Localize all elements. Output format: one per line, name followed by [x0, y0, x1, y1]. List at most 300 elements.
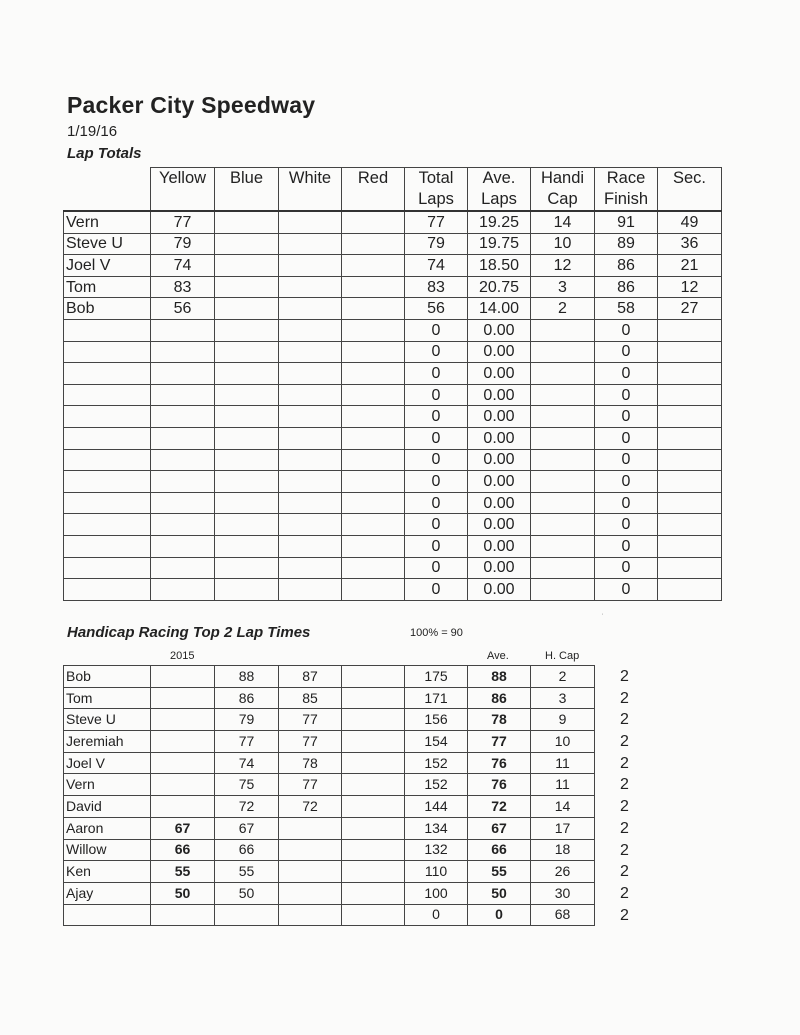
table-cell — [215, 904, 279, 926]
table-cell: 0.00 — [468, 319, 531, 341]
table-cell: 83 — [151, 276, 215, 298]
table-cell — [342, 384, 405, 406]
table-cell — [342, 796, 405, 818]
table-cell — [279, 406, 342, 428]
table-cell — [342, 298, 405, 320]
table-cell — [342, 774, 405, 796]
table-cell — [151, 535, 215, 557]
table-cell — [342, 492, 405, 514]
driver-name-cell: Tom — [64, 276, 151, 298]
table-row — [64, 535, 722, 557]
table-cell — [215, 449, 279, 471]
table-cell: 18 — [531, 839, 595, 861]
table-cell: 55 — [151, 861, 215, 883]
table-row — [64, 687, 595, 709]
table-cell: 0.00 — [468, 363, 531, 385]
table-cell: 89 — [595, 233, 658, 255]
table-cell — [279, 363, 342, 385]
table-cell: 110 — [405, 861, 468, 883]
table-cell: 86 — [468, 687, 531, 709]
table-cell: 76 — [468, 774, 531, 796]
driver-name-cell — [64, 319, 151, 341]
table-cell — [531, 384, 595, 406]
table-cell — [531, 579, 595, 601]
table-cell — [151, 471, 215, 493]
table-cell: 0 — [595, 384, 658, 406]
table-cell: 3 — [531, 276, 595, 298]
table-cell: 156 — [405, 709, 468, 731]
driver-name-cell — [64, 904, 151, 926]
table-cell: 21 — [658, 255, 722, 277]
table-cell — [215, 492, 279, 514]
table-cell — [279, 882, 342, 904]
table-cell: 0 — [595, 557, 658, 579]
driver-name-cell — [64, 449, 151, 471]
table-cell — [215, 384, 279, 406]
table-cell: 77 — [279, 731, 342, 753]
table-cell — [215, 298, 279, 320]
table-cell: 0.00 — [468, 492, 531, 514]
scan-mark: ' — [602, 614, 604, 620]
driver-name-cell — [64, 514, 151, 536]
table-cell — [342, 341, 405, 363]
table-cell: 0 — [405, 579, 468, 601]
table-cell: 0 — [468, 904, 531, 926]
driver-name-cell: Vern — [64, 774, 151, 796]
table-cell — [151, 557, 215, 579]
table-cell: 0 — [405, 406, 468, 428]
table-cell: 0.00 — [468, 406, 531, 428]
table-cell: 79 — [405, 233, 468, 255]
handicap-table — [63, 665, 595, 926]
table-row — [64, 427, 722, 449]
driver-name-cell: Tom — [64, 687, 151, 709]
table-row — [64, 406, 722, 428]
table-cell: 67 — [215, 817, 279, 839]
table-cell — [531, 406, 595, 428]
table-cell: 132 — [405, 839, 468, 861]
table-cell: 0 — [405, 471, 468, 493]
handicap-heading: Handicap Racing Top 2 Lap Times — [67, 624, 311, 641]
table-cell — [531, 557, 595, 579]
label-2015: 2015 — [170, 650, 195, 662]
table-cell — [531, 319, 595, 341]
column-header: Blue — [215, 168, 279, 212]
table-cell: 0 — [595, 449, 658, 471]
table-cell — [342, 449, 405, 471]
table-cell: 14.00 — [468, 298, 531, 320]
label-hcap: H. Cap — [545, 650, 580, 662]
table-cell — [658, 319, 722, 341]
table-cell: 50 — [468, 882, 531, 904]
table-cell: 77 — [279, 709, 342, 731]
table-row — [64, 666, 595, 688]
table-cell — [342, 319, 405, 341]
table-cell: 19.25 — [468, 211, 531, 233]
table-cell: 79 — [215, 709, 279, 731]
driver-name-cell: Aaron — [64, 817, 151, 839]
table-cell: 58 — [595, 298, 658, 320]
table-cell: 77 — [151, 211, 215, 233]
table-row — [64, 255, 722, 277]
driver-name-cell — [64, 363, 151, 385]
table-cell: 10 — [531, 731, 595, 753]
table-cell — [531, 427, 595, 449]
percent-note: 100% = 90 — [410, 627, 463, 639]
table-cell: 36 — [658, 233, 722, 255]
table-cell — [151, 449, 215, 471]
table-row — [64, 709, 595, 731]
table-cell — [279, 514, 342, 536]
table-cell: 74 — [405, 255, 468, 277]
table-row — [64, 233, 722, 255]
label-ave: Ave. — [487, 650, 509, 662]
driver-name-cell — [64, 406, 151, 428]
table-cell: 17 — [531, 817, 595, 839]
table-cell: 10 — [531, 233, 595, 255]
table-cell — [279, 817, 342, 839]
table-row — [64, 471, 722, 493]
table-cell: 171 — [405, 687, 468, 709]
table-row — [64, 557, 722, 579]
table-cell — [658, 471, 722, 493]
table-cell: 55 — [468, 861, 531, 883]
table-cell: 86 — [595, 276, 658, 298]
column-header: Red — [342, 168, 405, 212]
lap-totals-table — [63, 167, 722, 601]
table-cell — [531, 449, 595, 471]
driver-name-cell: Ajay — [64, 882, 151, 904]
table-cell — [215, 514, 279, 536]
table-cell: 78 — [468, 709, 531, 731]
table-cell: 75 — [215, 774, 279, 796]
table-cell — [279, 839, 342, 861]
table-row — [64, 752, 595, 774]
table-cell: 12 — [531, 255, 595, 277]
table-row — [64, 774, 595, 796]
table-cell — [531, 471, 595, 493]
table-cell — [151, 687, 215, 709]
table-cell: 0 — [405, 492, 468, 514]
table-cell — [279, 427, 342, 449]
table-cell: 144 — [405, 796, 468, 818]
side-values-column — [620, 666, 640, 926]
table-cell — [151, 384, 215, 406]
table-cell: 66 — [468, 839, 531, 861]
table-cell: 56 — [151, 298, 215, 320]
table-cell — [215, 406, 279, 428]
table-cell: 72 — [279, 796, 342, 818]
table-row — [64, 796, 595, 818]
table-cell — [342, 276, 405, 298]
side-value: 2 — [620, 798, 629, 816]
driver-name-cell — [64, 384, 151, 406]
table-cell — [151, 363, 215, 385]
table-cell — [151, 666, 215, 688]
table-cell — [215, 255, 279, 277]
table-cell — [531, 535, 595, 557]
table-row — [64, 817, 595, 839]
table-cell: 18.50 — [468, 255, 531, 277]
table-cell: 11 — [531, 774, 595, 796]
table-cell: 14 — [531, 796, 595, 818]
table-cell: 100 — [405, 882, 468, 904]
table-cell — [658, 427, 722, 449]
driver-name-cell: Vern — [64, 211, 151, 233]
table-cell: 56 — [405, 298, 468, 320]
driver-name-cell — [64, 579, 151, 601]
table-cell — [279, 471, 342, 493]
table-cell: 12 — [658, 276, 722, 298]
table-cell: 85 — [279, 687, 342, 709]
table-cell: 3 — [531, 687, 595, 709]
column-header: Total Laps — [405, 168, 468, 212]
table-row — [64, 882, 595, 904]
driver-name-cell: Steve U — [64, 709, 151, 731]
table-cell — [658, 579, 722, 601]
table-cell: 72 — [468, 796, 531, 818]
table-cell — [279, 492, 342, 514]
table-cell: 14 — [531, 211, 595, 233]
driver-name-cell: Ken — [64, 861, 151, 883]
column-header — [64, 168, 151, 212]
driver-name-cell: Bob — [64, 298, 151, 320]
table-cell — [342, 427, 405, 449]
table-cell: 67 — [468, 817, 531, 839]
table-cell: 77 — [215, 731, 279, 753]
column-header: Ave. Laps — [468, 168, 531, 212]
table-cell: 0 — [595, 406, 658, 428]
driver-name-cell — [64, 427, 151, 449]
table-cell: 175 — [405, 666, 468, 688]
side-value: 2 — [620, 668, 629, 685]
table-cell — [531, 363, 595, 385]
table-row — [64, 211, 722, 233]
table-cell — [342, 882, 405, 904]
side-value: 2 — [620, 733, 629, 751]
table-row — [64, 384, 722, 406]
table-row — [64, 298, 722, 320]
table-cell — [151, 579, 215, 601]
side-value: 2 — [620, 884, 629, 902]
driver-name-cell: Steve U — [64, 233, 151, 255]
table-cell: 0.00 — [468, 535, 531, 557]
table-row — [64, 861, 595, 883]
table-cell — [279, 341, 342, 363]
table-cell — [215, 341, 279, 363]
table-cell — [658, 557, 722, 579]
table-cell: 19.75 — [468, 233, 531, 255]
table-cell — [342, 363, 405, 385]
table-cell: 86 — [595, 255, 658, 277]
table-cell — [151, 709, 215, 731]
table-cell: 49 — [658, 211, 722, 233]
table-cell — [279, 233, 342, 255]
side-value: 2 — [620, 689, 629, 707]
table-cell — [342, 839, 405, 861]
table-cell — [151, 514, 215, 536]
driver-name-cell: Willow — [64, 839, 151, 861]
table-cell: 87 — [279, 666, 342, 688]
table-cell: 0 — [405, 514, 468, 536]
table-cell: 0.00 — [468, 341, 531, 363]
table-cell — [151, 492, 215, 514]
table-cell — [342, 406, 405, 428]
table-cell: 0 — [405, 363, 468, 385]
table-cell: 88 — [468, 666, 531, 688]
date: 1/19/16 — [67, 123, 118, 140]
table-cell: 0 — [405, 535, 468, 557]
table-cell: 30 — [531, 882, 595, 904]
table-cell — [215, 319, 279, 341]
table-cell: 77 — [279, 774, 342, 796]
page-title: Packer City Speedway — [67, 92, 316, 118]
table-cell: 0 — [405, 341, 468, 363]
table-cell: 66 — [215, 839, 279, 861]
side-value: 2 — [620, 776, 629, 794]
column-header: Yellow — [151, 168, 215, 212]
table-cell: 0 — [595, 535, 658, 557]
table-cell — [342, 514, 405, 536]
table-cell — [279, 298, 342, 320]
table-cell — [658, 535, 722, 557]
table-cell: 55 — [215, 861, 279, 883]
table-cell: 0.00 — [468, 384, 531, 406]
table-cell: 0.00 — [468, 514, 531, 536]
table-cell — [215, 535, 279, 557]
table-row — [64, 492, 722, 514]
table-cell — [215, 471, 279, 493]
table-cell: 0 — [405, 319, 468, 341]
table-cell: 0.00 — [468, 579, 531, 601]
table-cell: 0 — [595, 579, 658, 601]
table-cell — [151, 796, 215, 818]
table-cell — [215, 557, 279, 579]
table-cell — [658, 492, 722, 514]
table-cell — [342, 687, 405, 709]
table-cell — [279, 904, 342, 926]
table-cell: 20.75 — [468, 276, 531, 298]
table-row — [64, 731, 595, 753]
table-cell: 0 — [595, 319, 658, 341]
column-header: White — [279, 168, 342, 212]
driver-name-cell: Bob — [64, 666, 151, 688]
driver-name-cell — [64, 492, 151, 514]
table-cell: 68 — [531, 904, 595, 926]
table-cell — [151, 427, 215, 449]
table-cell: 79 — [151, 233, 215, 255]
driver-name-cell — [64, 535, 151, 557]
table-cell: 50 — [151, 882, 215, 904]
table-cell — [215, 363, 279, 385]
table-cell: 0 — [595, 427, 658, 449]
table-cell: 0.00 — [468, 427, 531, 449]
side-value: 2 — [620, 819, 629, 837]
table-cell — [658, 341, 722, 363]
table-cell — [342, 471, 405, 493]
table-cell — [342, 255, 405, 277]
column-header: Sec. — [658, 168, 722, 212]
table-cell — [342, 579, 405, 601]
table-cell — [279, 384, 342, 406]
table-cell — [279, 276, 342, 298]
table-cell: 76 — [468, 752, 531, 774]
table-cell — [151, 341, 215, 363]
table-cell — [279, 557, 342, 579]
table-cell — [342, 557, 405, 579]
table-cell — [531, 341, 595, 363]
table-cell: 0 — [595, 363, 658, 385]
table-cell: 152 — [405, 752, 468, 774]
side-value: 2 — [620, 754, 629, 772]
table-cell — [215, 233, 279, 255]
column-header: Handi Cap — [531, 168, 595, 212]
table-cell — [658, 514, 722, 536]
driver-name-cell: Jeremiah — [64, 731, 151, 753]
table-cell: 72 — [215, 796, 279, 818]
driver-name-cell — [64, 341, 151, 363]
table-cell — [151, 904, 215, 926]
table-cell: 77 — [468, 731, 531, 753]
driver-name-cell: David — [64, 796, 151, 818]
table-cell — [342, 709, 405, 731]
table-cell: 2 — [531, 298, 595, 320]
table-cell: 0 — [595, 341, 658, 363]
driver-name-cell: Joel V — [64, 255, 151, 277]
table-cell: 152 — [405, 774, 468, 796]
table-cell: 0 — [405, 427, 468, 449]
table-row — [64, 449, 722, 471]
table-row — [64, 276, 722, 298]
table-cell — [279, 255, 342, 277]
table-row — [64, 839, 595, 861]
table-cell — [151, 774, 215, 796]
table-cell — [342, 233, 405, 255]
table-cell — [658, 384, 722, 406]
table-cell — [151, 731, 215, 753]
lap-totals-header-row — [64, 168, 722, 212]
table-cell — [215, 427, 279, 449]
table-cell — [215, 276, 279, 298]
table-cell — [342, 904, 405, 926]
lap-totals-heading: Lap Totals — [67, 145, 142, 162]
table-cell: 88 — [215, 666, 279, 688]
table-cell — [342, 211, 405, 233]
table-cell: 2 — [531, 666, 595, 688]
table-cell: 91 — [595, 211, 658, 233]
column-header: Race Finish — [595, 168, 658, 212]
table-cell: 77 — [405, 211, 468, 233]
table-row — [64, 514, 722, 536]
table-cell: 134 — [405, 817, 468, 839]
table-cell: 0 — [405, 904, 468, 926]
table-row — [64, 579, 722, 601]
table-cell — [215, 211, 279, 233]
table-cell: 27 — [658, 298, 722, 320]
table-cell: 67 — [151, 817, 215, 839]
table-cell: 11 — [531, 752, 595, 774]
side-value: 2 — [620, 841, 629, 859]
table-cell — [151, 406, 215, 428]
table-cell: 26 — [531, 861, 595, 883]
table-cell: 0 — [595, 492, 658, 514]
table-cell — [342, 817, 405, 839]
table-cell — [342, 861, 405, 883]
table-cell: 0 — [405, 449, 468, 471]
table-cell — [151, 752, 215, 774]
table-row — [64, 904, 595, 926]
table-cell — [658, 363, 722, 385]
